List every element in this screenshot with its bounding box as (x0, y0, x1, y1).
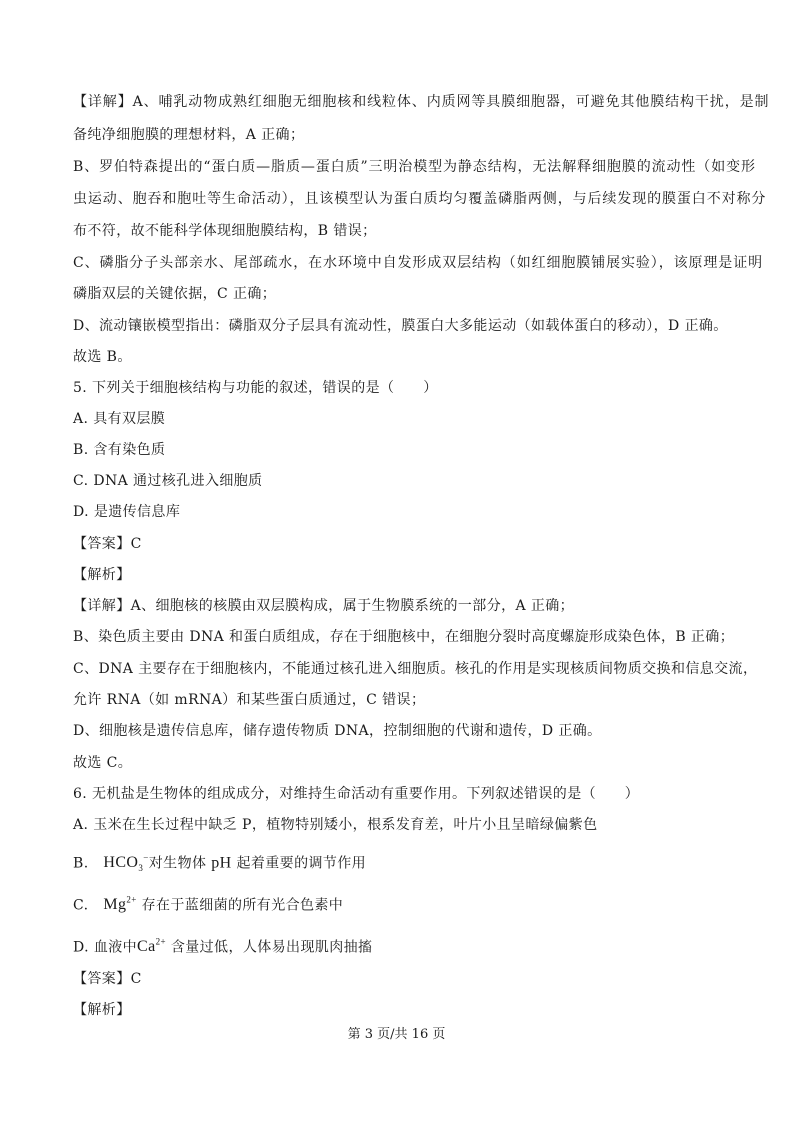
q6-answer: 【答案】C (73, 971, 142, 987)
bicarbonate-symbol: HCO (103, 854, 139, 872)
q5-option-c: C. DNA 通过核孔进入细胞质 (73, 473, 263, 489)
q6-option-a: A. 玉米在生长过程中缺乏 P，植物特别矮小，根系发育差，叶片小且呈暗绿偏紫色 (73, 817, 598, 833)
calcium-symbol: Ca (137, 938, 156, 956)
q5-explanation-line-3: C、DNA 主要存在于细胞核内，不能通过核孔进入细胞质。核孔的作用是实现核质间物质交换和信息交流， (73, 661, 758, 677)
magnesium-ion-formula (103, 896, 136, 913)
q4-explanation-line-3: B、罗伯特森提出的“蛋白质—脂质—蛋白质”三明治模型为静态结构，无法解释细胞膜的流动性（如变形 (73, 159, 756, 175)
bicarbonate-subscript: 3 (138, 863, 144, 874)
q4-explanation-line-8: D、流动镶嵌模型指出：磷脂双分子层具有流动性，膜蛋白大多能运动（如载体蛋白的移动），D 正确。 (73, 318, 728, 334)
q4-explanation-line-2: 备纯净细胞膜的理想材料，A 正确； (73, 127, 305, 143)
calcium-charge: 2+ (155, 937, 166, 947)
q4-explanation-line-6: C、磷脂分子头部亲水、尾部疏水，在水环境中自发形成双层结构（如红细胞膜铺展实验），该原理是证明 (73, 255, 764, 271)
q6-option-b-suffix: 起着重要的调节作用 (236, 855, 367, 872)
q6-option-c-suffix: 存在于蓝细菌的所有光合色素中 (141, 897, 344, 914)
q5-analysis-label: 【解析】 (73, 567, 131, 583)
bicarbonate-charge: − (143, 853, 149, 863)
q6-option-d (73, 932, 728, 957)
bicarbonate-formula (103, 853, 149, 874)
q6-option-b (73, 848, 728, 879)
q5-option-b: B. 含有染色质 (73, 442, 166, 458)
q5-explanation-line-5: D、细胞核是遗传信息库，储存遗传物质 DNA，控制细胞的代谢和遗传，D 正确。 (73, 723, 602, 739)
q6-option-d-prefix: D. 血液中 (73, 939, 138, 956)
q5-explanation-line-4: 允许 RNA（如 mRNA）和某些蛋白质通过，C 错误； (73, 692, 426, 708)
q5-option-a: A. 具有双层膜 (73, 411, 166, 427)
q6-stem: 6. 无机盐是生物体的组成成分，对维持生命活动有重要作用。下列叙述错误的是（ ） (73, 786, 640, 802)
q6-analysis-label: 【解析】 (73, 1002, 131, 1018)
calcium-ion-formula (137, 938, 166, 955)
q5-stem: 5. 下列关于细胞核结构与功能的叙述，错误的是（ ） (73, 380, 438, 396)
q6-option-d-suffix: 含量过低，人体易出现肌肉抽搐 (170, 939, 373, 956)
q4-explanation-line-1: 【详解】A、哺乳动物成熟红细胞无细胞核和线粒体、内质网等具膜细胞器，可避免其他膜结构干扰，是制 (73, 94, 770, 110)
q5-answer: 【答案】C (73, 536, 142, 552)
magnesium-charge: 2+ (126, 895, 137, 905)
q6-option-c-prefix: C. (73, 897, 89, 914)
q4-explanation-line-5: 布不符，故不能科学体现细胞膜结构，B 错误； (73, 223, 377, 239)
q5-option-d: D. 是遗传信息库 (73, 504, 181, 520)
page-number-footer: 第 3 页/共 16 页 (347, 1027, 446, 1042)
q5-explanation-line-2: B、染色质主要由 DNA 和蛋白质组成，存在于细胞核中，在细胞分裂时高度螺旋形成染色体，B 正确； (73, 629, 735, 645)
q4-explanation-line-4: 虫运动、胞吞和胞吐等生命活动），且该模型认为蛋白质均匀覆盖磷脂两侧，与后续发现的膜蛋白不对称分 (73, 191, 767, 207)
ph-symbol: pH (211, 854, 232, 872)
magnesium-symbol: Mg (103, 896, 127, 914)
q6-option-b-middle: 对生物体 (148, 855, 207, 872)
q6-option-b-prefix: B. (73, 855, 89, 872)
q5-choice: 故选 C。 (73, 755, 133, 771)
q5-explanation-line-1: 【详解】A、细胞核的核膜由双层膜构成，属于生物膜系统的一部分，A 正确； (73, 598, 575, 614)
q4-choice: 故选 B。 (73, 349, 132, 365)
q6-option-c (73, 890, 728, 915)
q4-explanation-line-7: 磷脂双层的关键依据，C 正确； (73, 286, 277, 302)
